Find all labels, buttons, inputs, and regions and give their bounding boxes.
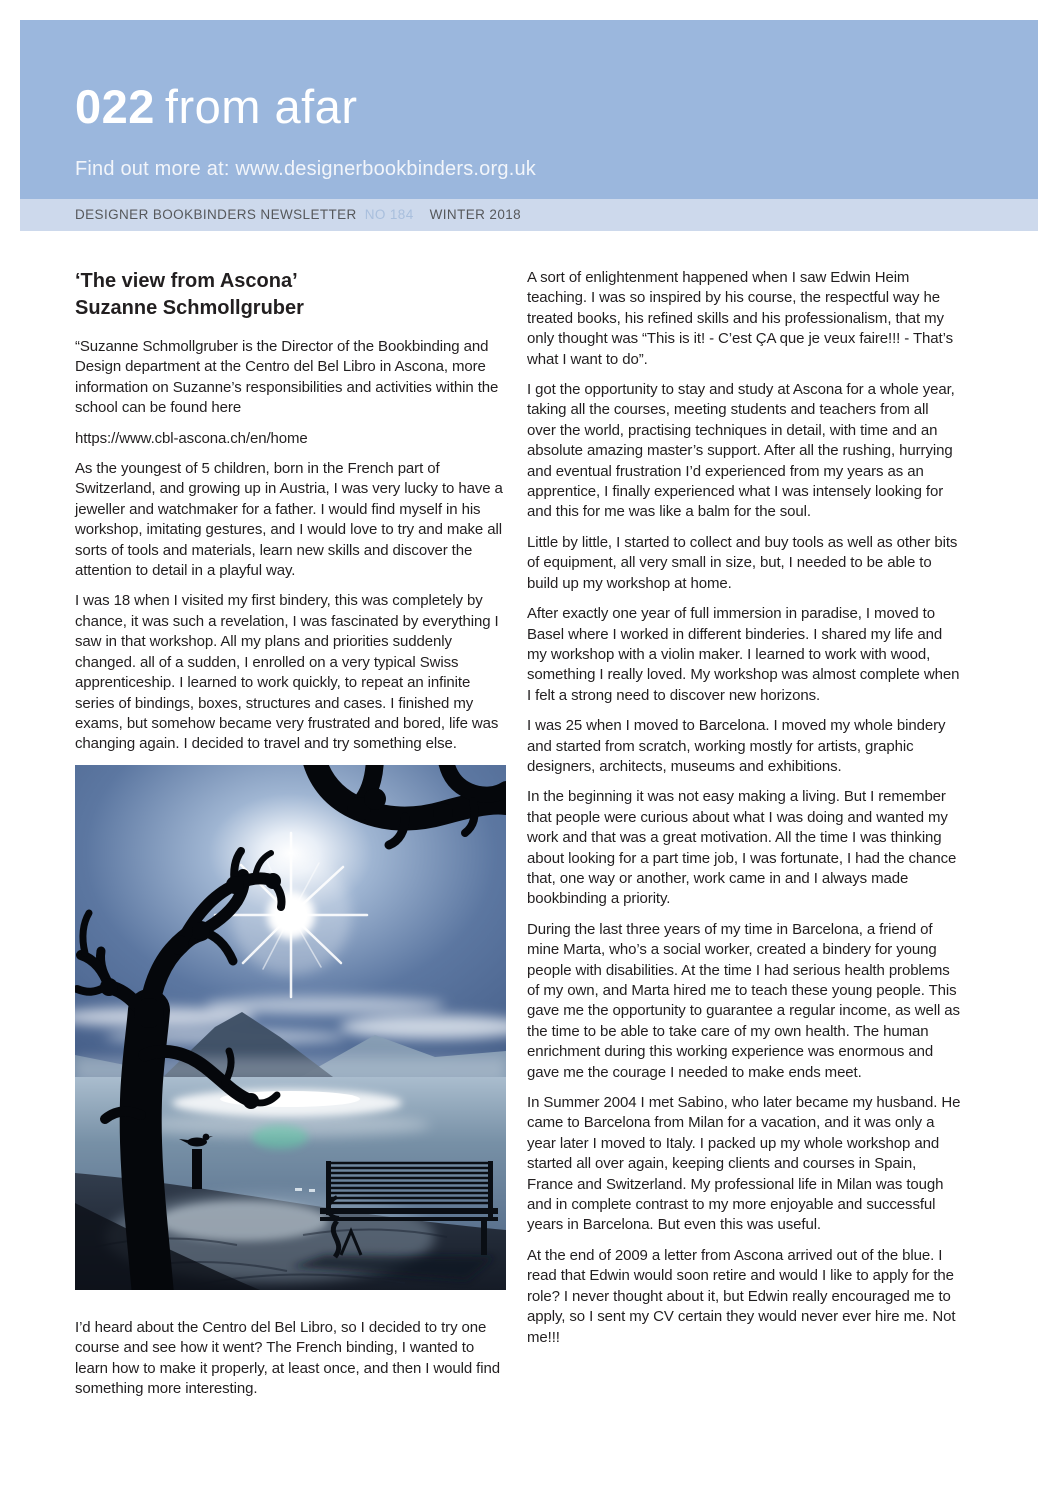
issue-number: 022 <box>75 80 155 133</box>
tagline <box>75 158 536 181</box>
designerbookbinders-link[interactable]: www.designerbookbinders.org.uk <box>235 158 536 180</box>
paragraph: A sort of enlightenment happened when I saw Edwin Heim teaching. I was so inspired by his course, the respectful way he treated books, his refined skills and his professionalism, that my only thought was “This is it! - C’est ÇA que je veux faire!!! - That’s what I want to do”. <box>527 269 953 368</box>
caption-paragraph: I’d heard about the Centro del Bel Libro, so I decided to try one course and see how it went? The French binding, I wanted to learn how to make it properly, at least once, and then I would find something more interesting. <box>75 1318 500 1397</box>
paragraph: Little by little, I started to collect and buy tools as well as other bits of equipment, all very small in size, but, I needed to be able to build up my workshop at home. <box>527 533 958 592</box>
link-line <box>75 429 506 449</box>
page-title <box>75 82 357 132</box>
paragraph: I was 18 when I visited my first bindery, this was completely by chance, it was such a revelation, I was fascinated by everything I saw in that workshop. All my plans and priorities suddenly changed. all of a sudden, I enrolled on a very typical Swiss apprenticeship. I learned to work quickly, to repeat an infinite series of bindings, boxes, structures and cases. I finished my exams, but somehow became very frustrated and bored, life was changing again. I decided to travel and try something else. <box>75 592 499 753</box>
right-column <box>527 268 961 1358</box>
paragraph: In the beginning it was not easy making a living. But I remember that people were curious about what I was doing and wanted my work and that was a great motivation. All the time I was thinking about looking for a part time job, I was fortunate, I had the chance that, one way or another, work came in and I always made bookbinding a priority. <box>527 788 957 908</box>
section-title: from afar <box>164 80 358 133</box>
paragraph: I got the opportunity to stay and study at Ascona for a whole year, taking all the courses, meeting students and teachers from all over the world, practising techniques in detail, with time and an absolute amazing master’s support. After all the rushing, hurrying and eventual frustration I’d experienced from my years as an apprentice, I finally experienced what I was intensely looking for and this for me was like a balm for the soul. <box>527 381 955 521</box>
article-title-line1: ‘The view from Ascona’ <box>75 270 298 292</box>
season-label: WINTER 2018 <box>429 207 522 222</box>
paragraph: During the last three years of my time in Barcelona, a friend of mine Marta, who’s a social worker, created a bindery for young people with disabilities. At the time I had serious health problems of my own, and Marta hired me to teach these young people. This gave me the opportunity to guarantee a regular income, as well as the time to be able to take care of my own health. The human enrichment during this working experience was enormous and gave me the courage I needed to make ends meet. <box>527 920 960 1081</box>
intro-paragraph: “Suzanne Schmollgruber is the Director of the Bookbinding and Design department at the Centro del Bel Libro in Ascona, more information on Suzanne’s responsibilities and activities within the school can be found here <box>75 338 499 417</box>
ascona-lake-photo <box>75 765 506 1290</box>
cbl-ascona-link[interactable]: https://www.cbl-ascona.ch/en/home <box>75 429 308 447</box>
paragraph: At the end of 2009 a letter from Ascona arrived out of the blue. I read that Edwin would soon retire and would I like to apply for the role? I never thought about it, but Edwin really encouraged me to apply, so I sent my CV certain they would never ever hire me. Not me!!! <box>527 1246 956 1346</box>
publication-name: DESIGNER BOOKBINDERS NEWSLETTER <box>75 207 357 222</box>
issue-label: NO 184 <box>364 207 414 222</box>
article-title <box>75 268 506 322</box>
header-banner <box>20 20 1038 199</box>
paragraph: After exactly one year of full immersion in paradise, I moved to Basel where I worked in different binderies. I shared my life and my workshop with a violin maker. I learned to work with wood, something I really loved. My workshop was almost complete when I felt a strong need to discover new horizons. <box>527 605 960 704</box>
tagline-label: Find out more at: <box>75 158 230 180</box>
paragraph: As the youngest of 5 children, born in the French part of Switzerland, and growing up in Austria, I was very lucky to have a jeweller and watchmaker for a father. I would find myself in his workshop, imitating gestures, and I would love to try and make all sorts of tools and materials, learn new skills and discover the attention to detail in a playful way. <box>75 460 503 580</box>
paragraph: I was 25 when I moved to Barcelona. I moved my whole bindery and started from scratch, working mostly for artists, graphic designers, architects, museums and exhibitions. <box>527 717 946 775</box>
article-title-line2: Suzanne Schmollgruber <box>75 297 304 319</box>
masthead-strip <box>20 199 1038 231</box>
paragraph: In Summer 2004 I met Sabino, who later became my husband. He came to Barcelona from Milan for a vacation, and it was only a year later I moved to Italy. I packed up my whole workshop and started all over again, keeping clients and courses in Spain, France and Switzerland. My professional life in Milan was tough and in complete contrast to my more enjoyable and successful years in Barcelona. But even this was useful. <box>527 1094 961 1234</box>
left-column <box>75 268 506 1409</box>
